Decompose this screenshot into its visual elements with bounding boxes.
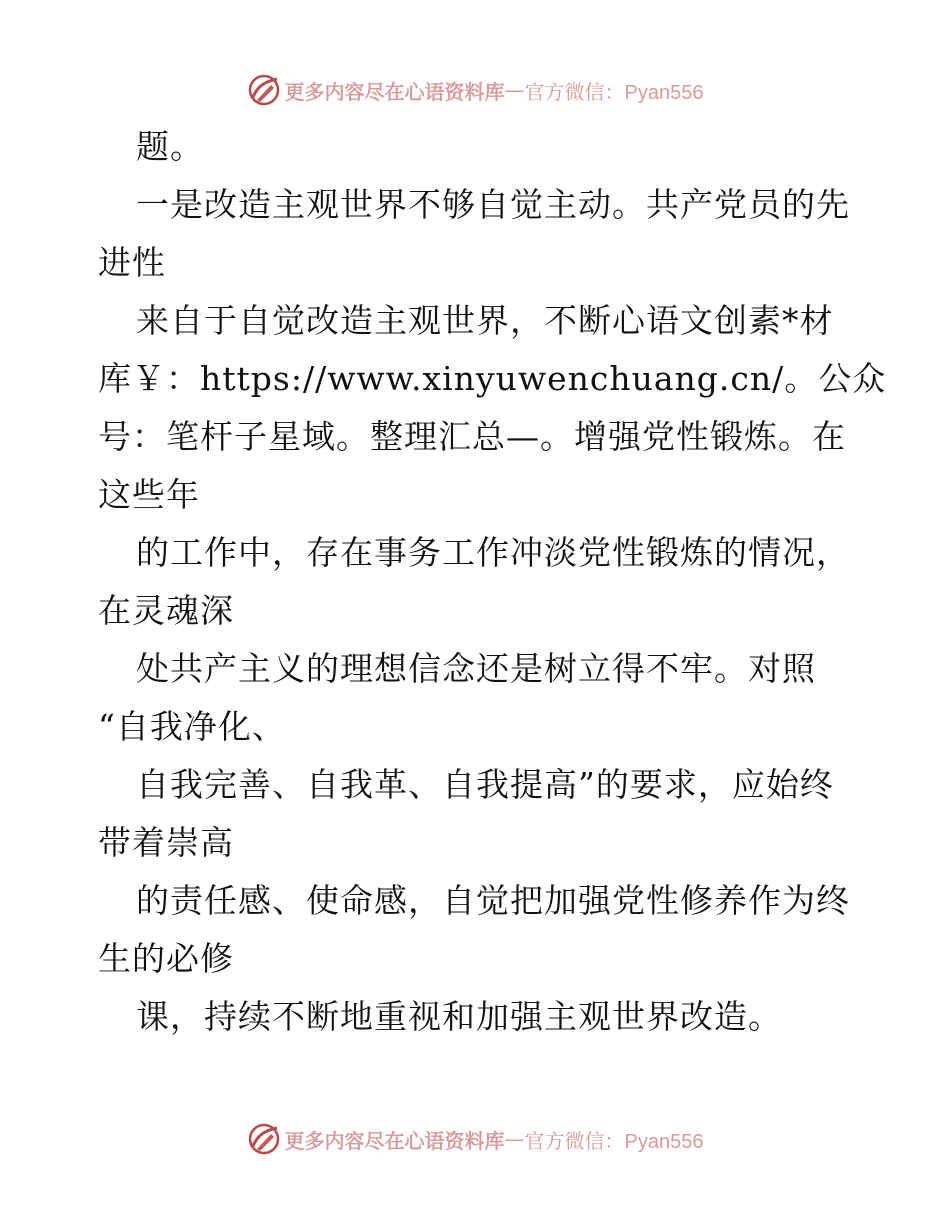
text-line: 进性: [98, 243, 166, 282]
text-line: 库￥：https://www.xinyuwenchuang.cn/。公众: [98, 359, 887, 398]
text-line: 生的必修: [98, 939, 234, 978]
text-line: 题。: [136, 127, 204, 166]
text-line: 课，持续不断地重视和加强主观世界改造。: [136, 997, 782, 1036]
header-banner: [0, 70, 950, 110]
banner-dash: —: [504, 1127, 525, 1151]
banner-contact: 官方微信：Pyan556: [524, 81, 704, 104]
pen-logo-icon: [247, 1122, 281, 1156]
text-line: 带着崇高: [98, 823, 234, 862]
document-body: [98, 118, 887, 1046]
footer-banner: [0, 1119, 950, 1159]
text-line: 的责任感、使命感，自觉把加强党性修养作为终: [136, 881, 850, 920]
text-line: 处共产主义的理想信念还是树立得不牢。对照: [136, 649, 816, 688]
pen-logo-icon: [247, 73, 281, 107]
banner-title: 更多内容尽在心语资料库: [284, 1128, 505, 1153]
text-line: 这些年: [98, 475, 200, 514]
text-line: 来自于自觉改造主观世界，不断心语文创素*材: [136, 301, 834, 340]
text-line: “自我净化、: [98, 707, 286, 746]
banner-title: 更多内容尽在心语资料库: [284, 79, 505, 104]
text-line: 号：笔杆子星域。整理汇总—。增强党性锻炼。在: [98, 417, 846, 456]
banner-dash: —: [504, 78, 525, 102]
banner-contact: 官方微信：Pyan556: [524, 1130, 704, 1153]
text-line: 的工作中，存在事务工作冲淡党性锻炼的情况，: [136, 533, 850, 572]
text-line: 自我完善、自我革、自我提高”的要求，应始终: [136, 765, 834, 804]
text-line: 一是改造主观世界不够自觉主动。共产党员的先: [136, 185, 850, 224]
text-line: 在灵魂深: [98, 591, 234, 630]
